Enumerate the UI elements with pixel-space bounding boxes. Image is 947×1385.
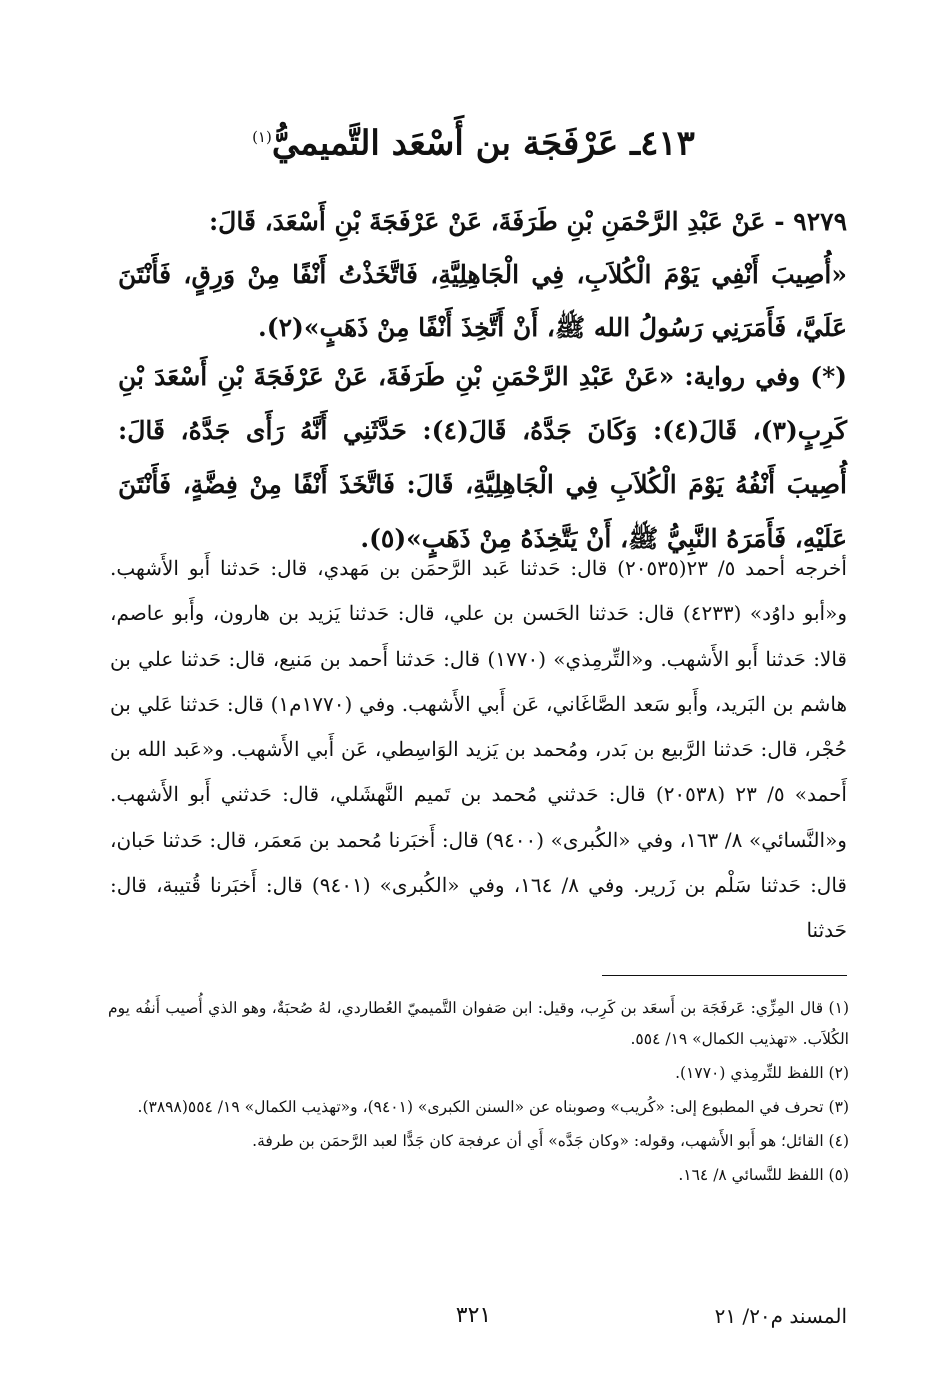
hadith-block [118,195,847,354]
page-footer [100,1296,847,1336]
chapter-title-text: ٤١٣ـ عَرْفَجَة بن أَسْعَد التَّميميُّ [271,123,695,164]
footnote-separator [602,975,847,976]
footnote-4: (٤) القائل؛ هو أَبو الأَشهب، وقوله: «وكان جَدَّه» أَي أن عرفجة كان جَدًّا لعبد الرَّحمَن بن طرفة. [252,1132,849,1150]
hadith-number: ٩٢٧٩ - [774,207,847,236]
hadith-isnad-line [118,195,847,248]
alternate-narration-text: (*) وفي رواية: «عَنْ عَبْدِ الرَّحْمَنِ بْنِ طَرَفَةَ، عَنْ عَرْفَجَةَ بْنِ أَسْعَدَ بْنِ كَرِبٍ(٣)، قَالَ(٤): وَكَانَ جَدَّهُ، قَالَ(٤): حَدَّثَنِي أَنَّهُ رَأَى جَدَّهُ، قَالَ: أُصِيبَ أَنْفُهُ يَوْمَ الْكُلاَبِ فِي الْجَاهِلِيَّةِ، قَالَ: فَاتَّخَذَ أَنْفًا مِنْ فِضَّةٍ، فَأَنْتَنَ عَلَيْهِ، فَأَمَرَهُ النَّبِيُّ ﷺ، أَنْ يَتَّخِذَهُ مِنْ ذَهَبٍ»(٥). [118,362,847,553]
hadith-isnad: عَنْ عَبْدِ الرَّحْمَنِ بْنِ طَرَفَةَ، عَنْ عَرْفَجَةَ بْنِ أَسْعَدَ، قَالَ: [208,207,766,236]
footnote-1: (١) قال المِزِّي: عَرفَجَة بن أَسعَد بن كَرِب، وقيل: ابن صَفوان التَّميميّ العُطاردي، لهُ صُحبَةٌ، وهو الذي أُصيب أَنفُه يوم الكُلاَب. «تهذيب الكمال» ١٩/ ٥٥٤. [108,999,849,1048]
footnote-2: (٢) اللفظ للتِّرمِذي (١٧٧٠). [675,1064,849,1082]
footnote-3: (٣) تحرف في المطبوع إلى: «كُريب» وصوبناه عن «السنن الكبرى» (٩٤٠١)، و«تهذيب الكمال» ١٩/ ٥٥٤(٣٨٩٨). [137,1098,849,1116]
footnotes [108,993,849,1194]
hadith-matn: «أُصِيبَ أَنْفِي يَوْمَ الْكُلاَبِ، فِي الْجَاهِلِيَّةِ، فَاتَّخَذْتُ أَنْفًا مِنْ وَرِقٍ، فَأَنْتَنَ عَلَيَّ، فَأَمَرَنِي رَسُولُ الله ﷺ، أَنْ أَتَّخِذَ أَنْفًا مِنْ ذَهَبٍ»(٢). [118,260,847,342]
footnote-5: (٥) اللفظ للنَّسائي ٨/ ١٦٤. [678,1166,849,1184]
takhrij-paragraph [110,546,847,954]
volume-signature: المسند م٢٠/ ٢١ [714,1304,847,1328]
takhrij-text: أخرجه أحمد ٥/ ٢٣(٢٠٥٣٥) قال: حَدثنا عَبد الرَّحمَن بن مَهدي، قال: حَدثنا أَبو الأَشهب. و«أبو داوُد» (٤٢٣٣) قال: حَدثنا الحَسن بن علي، قال: حَدثنا يَزيد بن هارون، وأَبو عاصم، قالا: حَدثنا أَبو الأَشهب. و«التِّرمِذي» (١٧٧٠) قال: حَدثنا أَحمد بن مَنيع، قال: حَدثنا علي بن هاشم بن البَريد، وأَبو سَعد الصَّاغَاني، عَن أَبي الأَشهب. وفي (١٧٧٠م١) قال: حَدثنا عَلي بن حُجْر، قال: حَدثنا الرَّبيع بن بَدر، ومُحمد بن يَزيد الوَاسِطي، عَن أَبي الأَشهب. و«عَبد الله بن أَحمد» ٥/ ٢٣ (٢٠٥٣٨) قال: حَدثني مُحمد بن تَميم النَّهشَلي، قال: حَدثني أَبو الأَشهب. و«النَّسائي» ٨/ ١٦٣، وفي «الكُبرى» (٩٤٠٠) قال: أَخبَرنا مُحمد بن مَعمَر، قال: حَدثنا حَبان، قال: حَدثنا سَلْم بن زَرير. وفي ٨/ ١٦٤، وفي «الكُبرى» (٩٤٠١) قال: أَخبَرنا قُتيبة، قال: حَدثنا [110,556,847,943]
chapter-title [100,112,847,168]
page-number: ٣٢١ [455,1303,492,1328]
title-footnote-ref: (١) [252,128,272,146]
alternate-narration [118,350,847,566]
